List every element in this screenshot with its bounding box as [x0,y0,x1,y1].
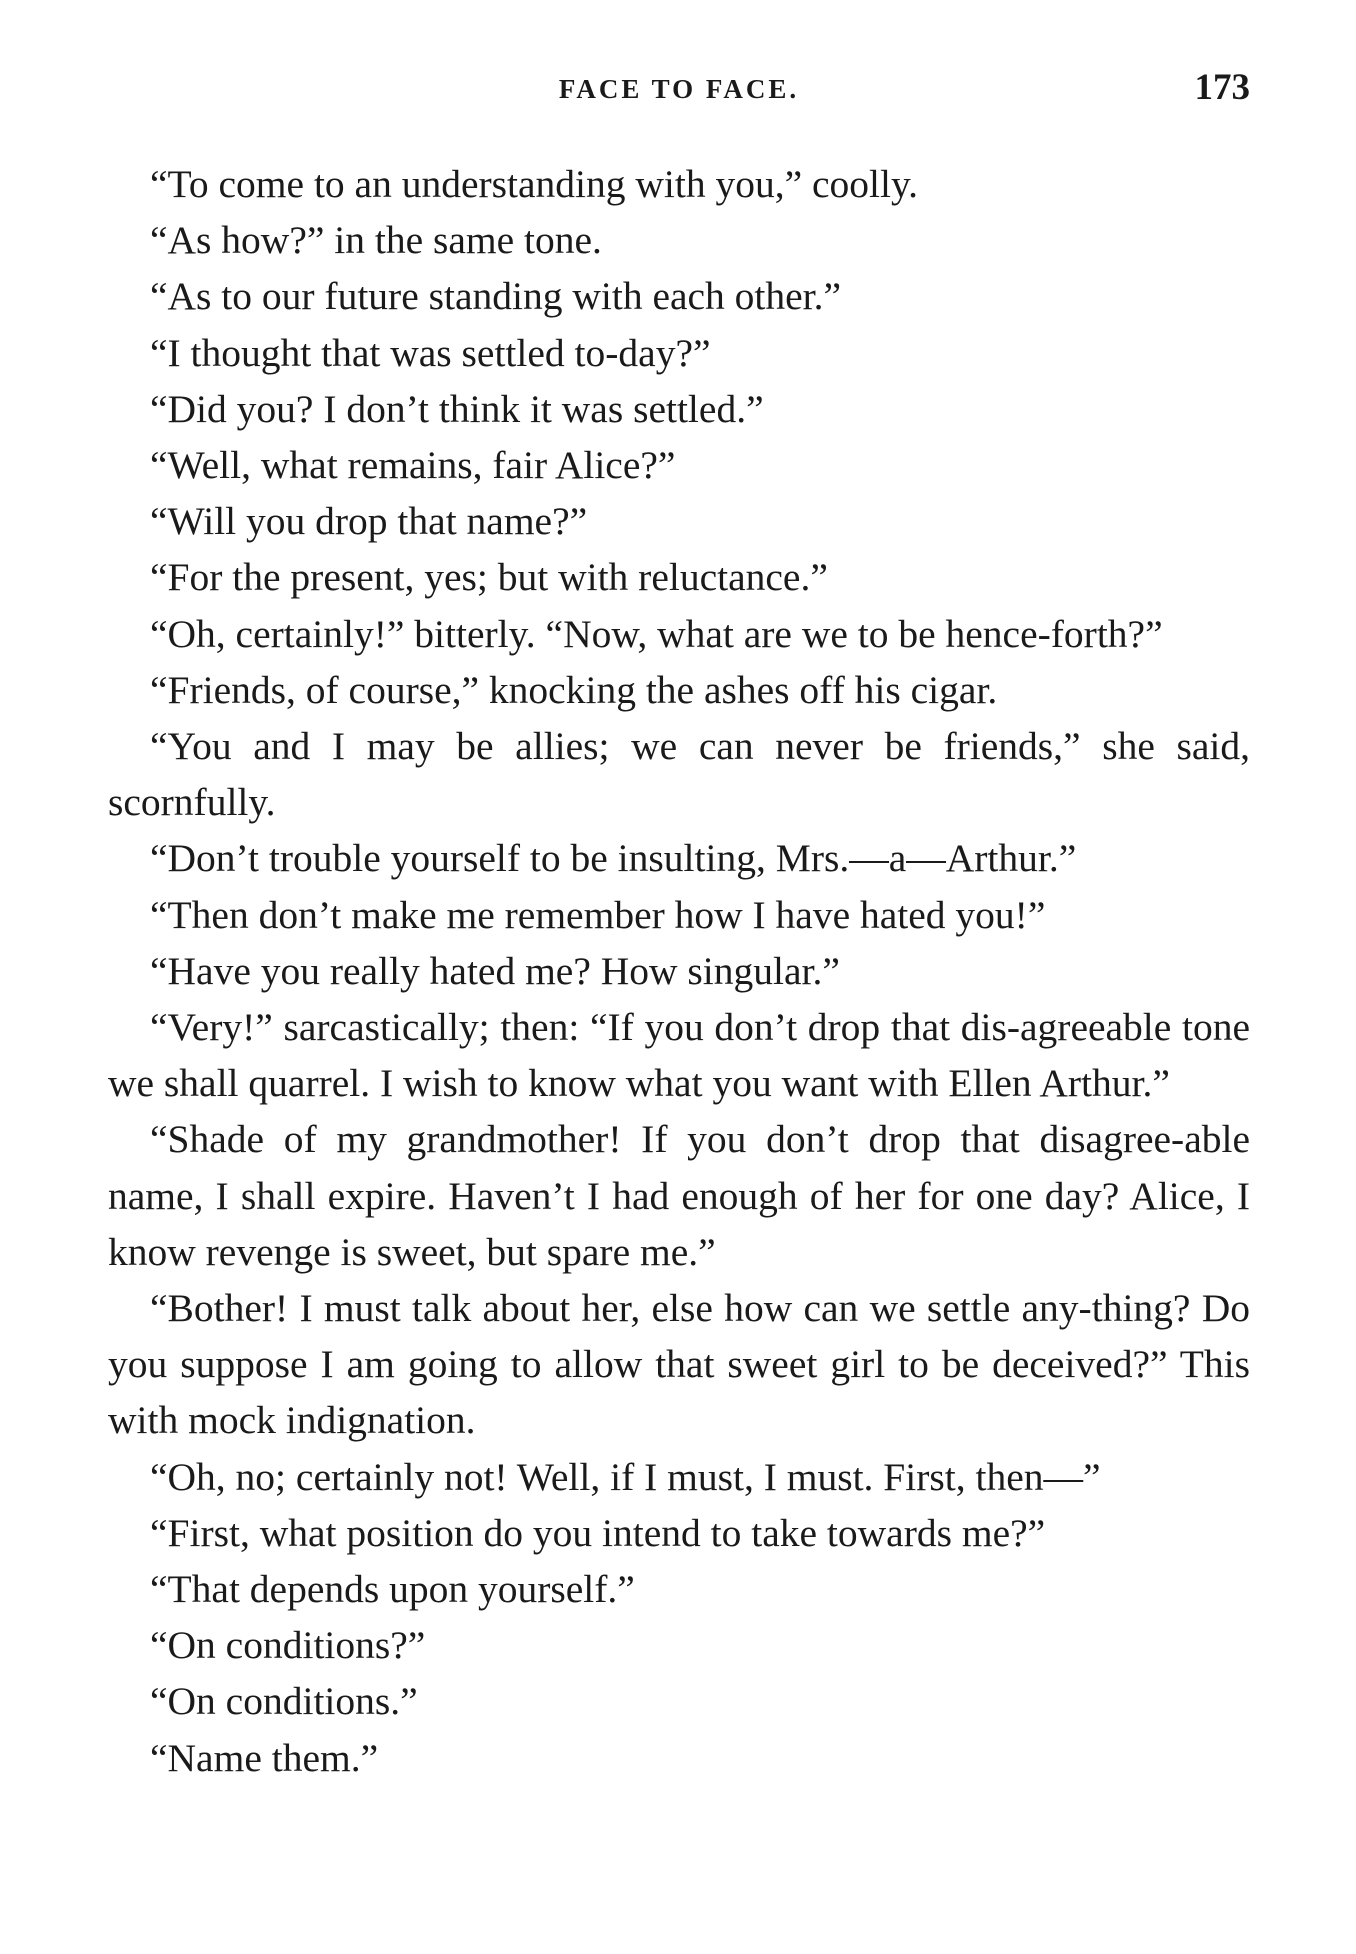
paragraph: “Did you? I don’t think it was settled.” [150,386,764,431]
paragraph: “Very!” sarcastically; then: “If you don’t drop that dis-agreeable tone we shall quarrel. I wish to know what you want with Ellen Arthur.” [108,1005,1250,1106]
paragraph: “First, what position do you intend to take towards me?” [150,1510,1046,1555]
paragraph: “Don’t trouble yourself to be insulting, Mrs.—a—Arthur.” [150,836,1077,881]
paragraph: “Oh, certainly!” bitterly. “Now, what are we to be hence-forth?” [150,611,1163,656]
paragraph: “As how?” in the same tone. [150,218,602,263]
paragraph: “Have you really hated me? How singular.” [150,948,840,993]
paragraph: “I thought that was settled to-day?” [150,330,711,375]
paragraph: “Name them.” [150,1735,379,1780]
body-text [108,156,1250,1786]
paragraph: “On conditions.” [150,1679,418,1724]
page-number: 173 [1194,67,1250,108]
paragraph: “You and I may be allies; we can never be friends,” she said, scornfully. [108,724,1250,825]
paragraph: “Bother! I must talk about her, else how can we settle any-thing? Do you suppose I am going to allow that sweet girl to be deceived?” This with mock indignation. [108,1286,1250,1443]
running-title: FACE TO FACE. [558,74,800,104]
paragraph: “Then don’t make me remember how I have hated you!” [150,892,1046,937]
paragraph: “Well, what remains, fair Alice?” [150,443,676,488]
paragraph: “As to our future standing with each other.” [150,274,842,319]
paragraph: “To come to an understanding with you,” coolly. [150,162,919,206]
paragraph: “Friends, of course,” knocking the ashes off his cigar. [150,667,998,712]
paragraph: “On conditions?” [150,1623,426,1668]
paragraph: “For the present, yes; but with reluctance.” [150,555,828,600]
paragraph: “That depends upon yourself.” [150,1567,635,1612]
running-head [108,66,1250,116]
paragraph: “Shade of my grandmother! If you don’t drop that disagree-able name, I shall expire. Haven’t I had enough of her for one day? Alice, I know revenge is sweet, but spare me.” [108,1117,1250,1274]
paragraph: “Oh, no; certainly not! Well, if I must, I must. First, then—” [150,1454,1101,1499]
paragraph: “Will you drop that name?” [150,499,588,544]
